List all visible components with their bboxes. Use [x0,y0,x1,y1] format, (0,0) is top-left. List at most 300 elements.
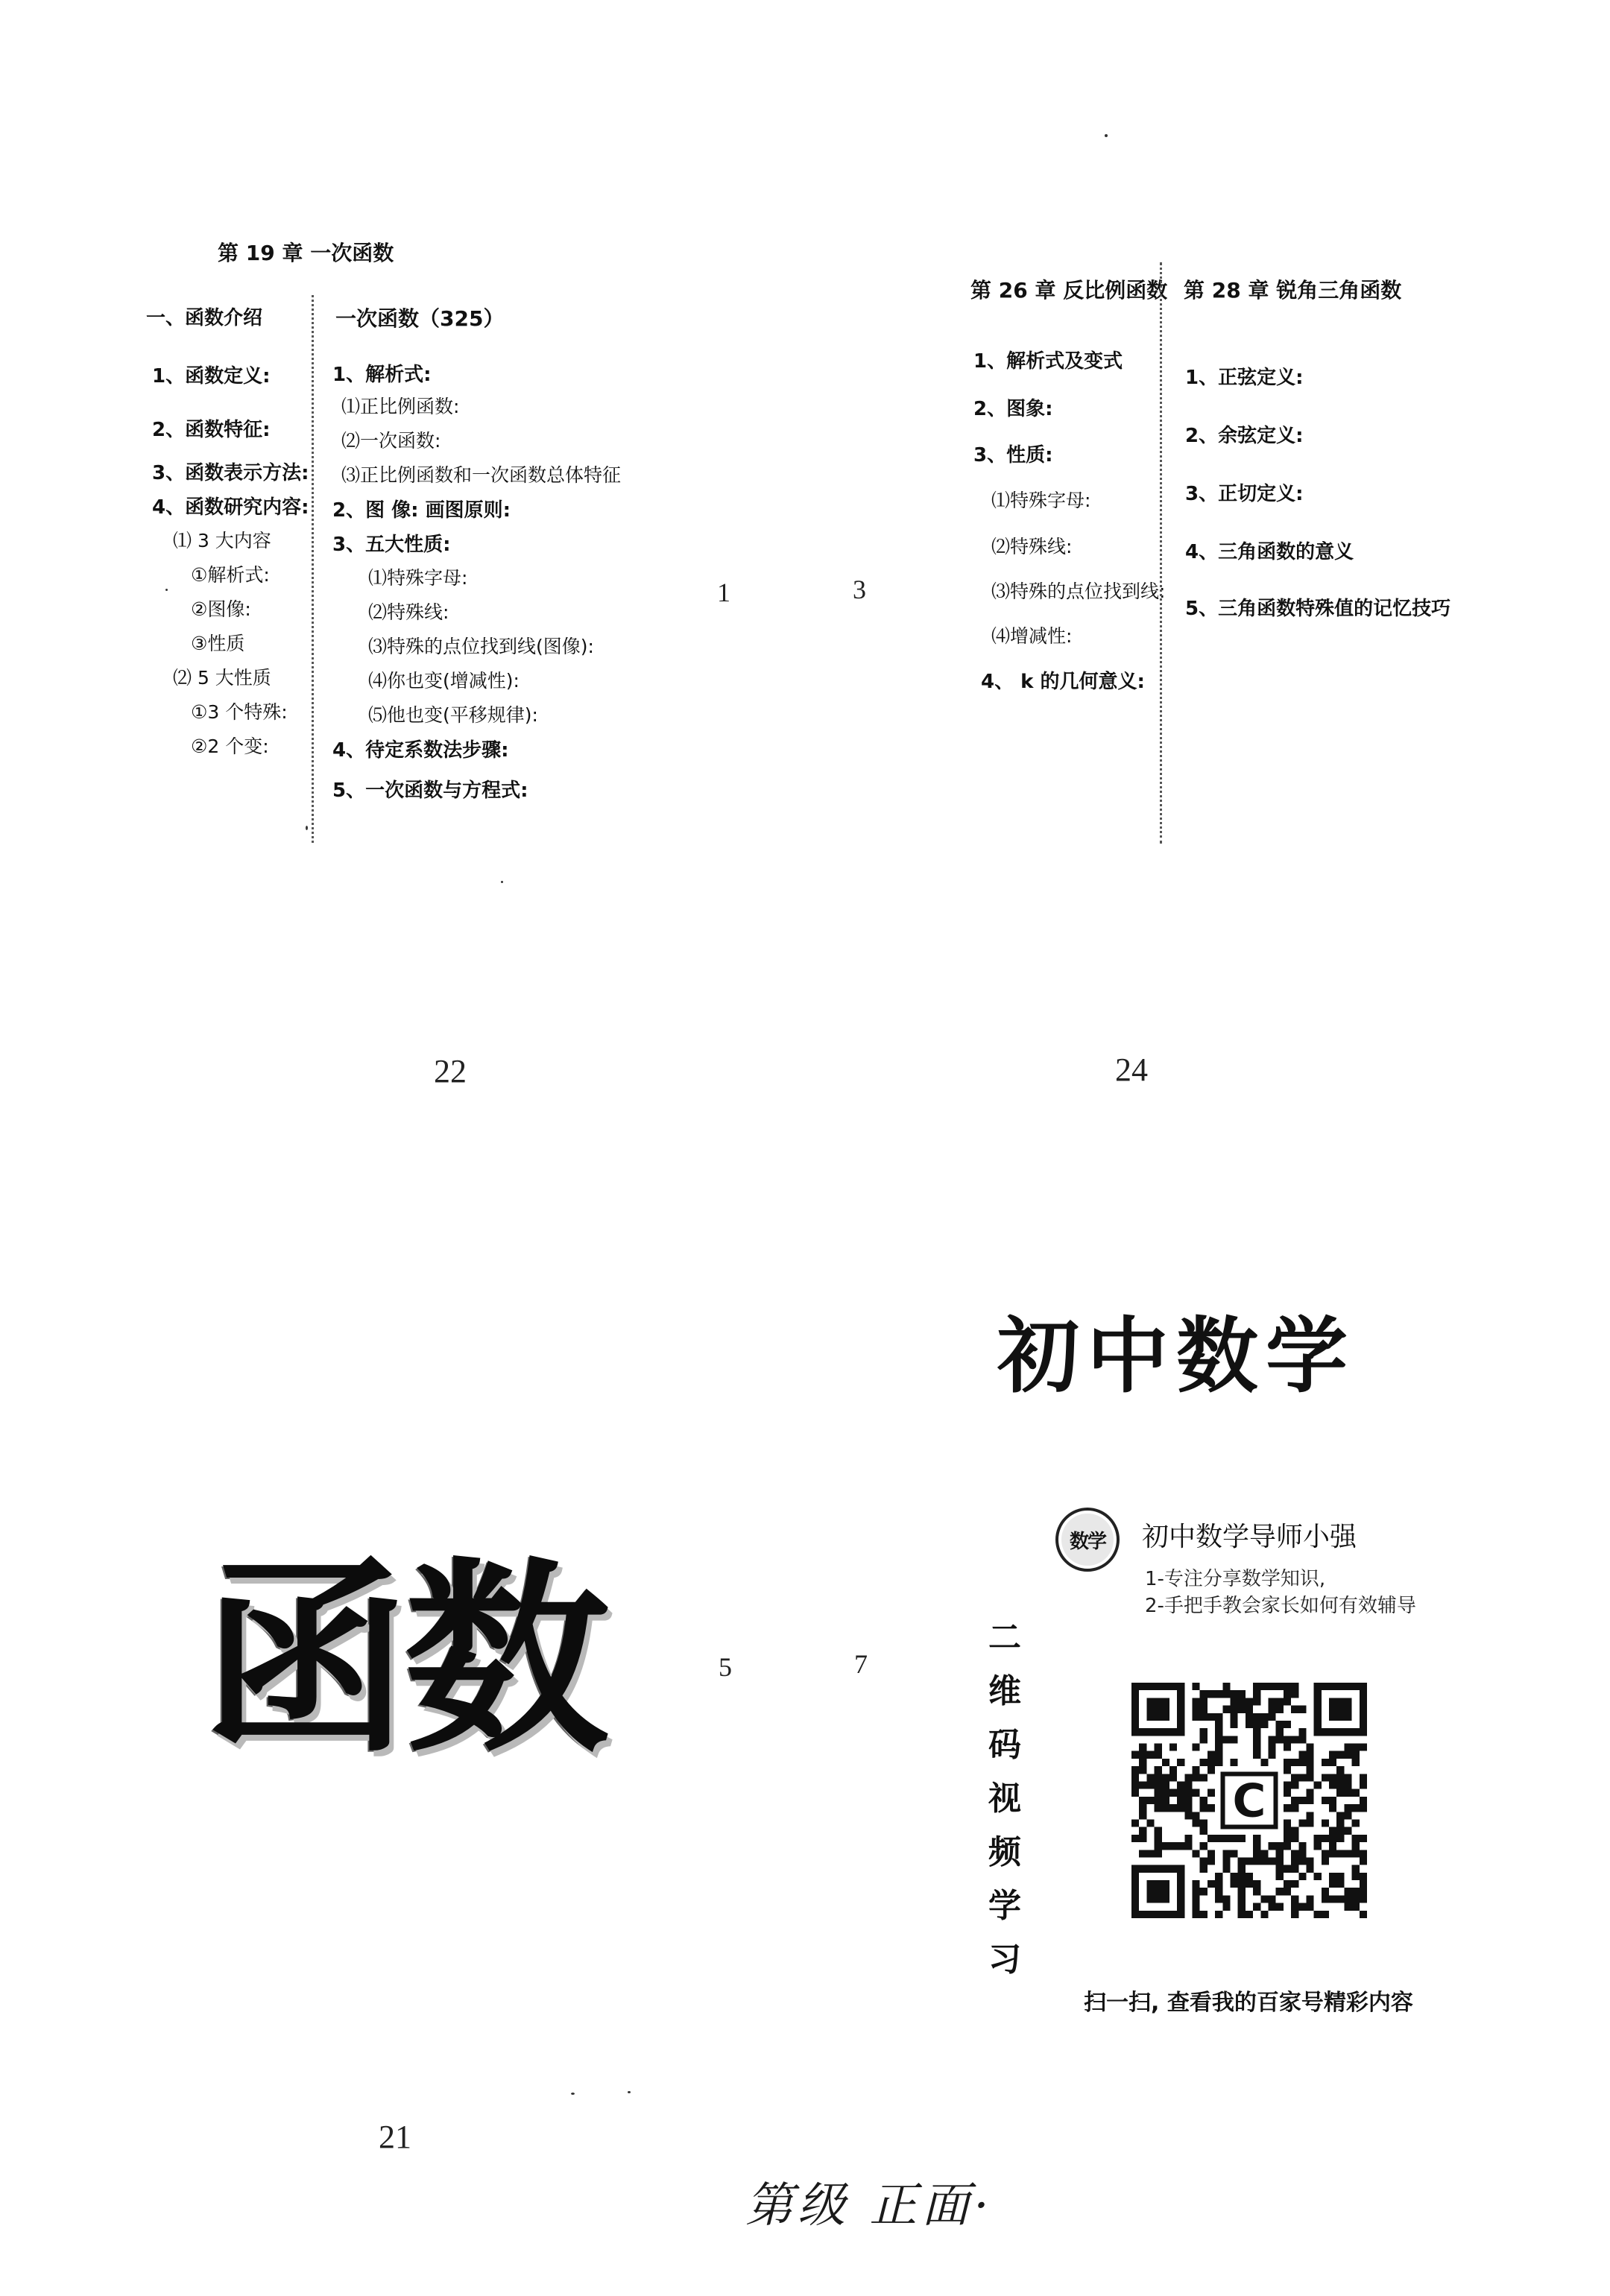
qr-module [1193,1850,1200,1857]
qr-module [1284,1835,1291,1842]
qr-module [1268,1842,1275,1850]
qr-module [1162,1842,1169,1850]
qr-module [1169,1766,1177,1774]
qr-module [1253,1683,1260,1690]
qr-module [1139,1812,1146,1819]
qr-module [1162,1774,1169,1781]
qr-module [1200,1690,1208,1698]
qr-module [1177,1782,1184,1789]
qr-module [1276,1888,1284,1895]
qr-module [1352,1895,1360,1903]
qr-module [1208,1880,1215,1888]
list-item: ②图像: [191,598,251,620]
qr-center-icon: C [1232,1774,1266,1828]
qr-module [1268,1895,1275,1903]
qr-module [1253,1728,1260,1736]
qr-module [1193,1744,1200,1751]
qr-module [1208,1751,1215,1759]
qr-module [1200,1797,1208,1804]
qr-module [1200,1911,1208,1918]
vertical-char: 视 [988,1780,1021,1818]
qr-module [1162,1759,1169,1766]
section-function-intro: 一、函数介绍 [146,307,263,329]
qr-module [1215,1744,1222,1751]
column-divider [1160,262,1162,844]
qr-module [1246,1873,1253,1880]
qr-module [1238,1888,1246,1895]
qr-module [1336,1873,1344,1880]
list-item: 4、三角函数的意义 [1185,541,1354,563]
qr-module [1276,1842,1284,1850]
qr-module [1177,1842,1184,1850]
qr-module [1336,1766,1344,1774]
qr-module [1352,1804,1360,1812]
qr-module [1222,1736,1230,1743]
list-item: ⑵特殊线: [368,601,449,623]
qr-module [1344,1850,1351,1857]
qr-module [1231,1873,1238,1880]
qr-module [1329,1880,1336,1888]
qr-module [1260,1895,1268,1903]
qr-module [1246,1911,1253,1918]
qr-module [1284,1827,1291,1835]
qr-module [1139,1766,1146,1774]
qr-module [1291,1690,1298,1698]
qr-module [1231,1690,1238,1698]
qr-module [1253,1903,1260,1911]
list-item: 2、图 像: 画图原则: [332,499,511,522]
page-number: 7 [854,1649,868,1679]
list-item: 2、图象: [973,398,1053,420]
qr-module [1253,1751,1260,1759]
qr-module [1352,1759,1360,1766]
qr-module [1291,1857,1298,1865]
qr-module [1268,1751,1275,1759]
qr-module [1298,1819,1306,1827]
qr-module [1222,1865,1230,1873]
account-desc-line: 1-专注分享数学知识, [1145,1568,1326,1590]
qr-module [1336,1895,1344,1903]
qr-module [1298,1751,1306,1759]
qr-module [1360,1880,1367,1888]
qr-module [1155,1744,1162,1751]
qr-module [1238,1895,1246,1903]
qr-module [1260,1857,1268,1865]
qr-module [1246,1706,1253,1713]
qr-module [1344,1804,1351,1812]
scan-speck [571,2093,575,2095]
qr-module [1208,1835,1215,1842]
qr-module [1146,1850,1154,1857]
qr-module [1291,1797,1298,1804]
qr-module [1284,1789,1291,1797]
qr-module [1238,1835,1246,1842]
qr-module [1208,1857,1215,1865]
qr-module [1215,1713,1222,1721]
qr-module [1268,1683,1275,1690]
qr-module [1169,1789,1177,1797]
qr-module [1352,1903,1360,1911]
qr-module [1322,1895,1329,1903]
qr-module [1246,1880,1253,1888]
handwritten-note: 第级 正面· [745,2178,994,2233]
qr-module [1169,1804,1177,1812]
vertical-char: 习 [988,1941,1021,1979]
qr-module [1193,1911,1200,1918]
list-item: ③性质 [191,633,245,654]
qr-module [1146,1751,1154,1759]
qr-module [1222,1903,1230,1911]
qr-module [1253,1888,1260,1895]
list-item: ⑶特殊的点位找到线(图像): [368,636,594,657]
qr-module [1314,1911,1322,1918]
list-item: 3、函数表示方法: [152,462,309,484]
list-item: ⑵一次函数: [341,430,441,452]
qr-module [1360,1895,1367,1903]
list-item: ⑷你也变(增减性): [368,670,520,692]
qr-module [1344,1827,1351,1835]
qr-module [1131,1766,1139,1774]
list-item: 2、函数特征: [152,419,271,441]
qr-module [1184,1842,1192,1850]
qr-module [1246,1698,1253,1705]
qr-module [1215,1911,1222,1918]
qr-module [1146,1819,1154,1827]
qr-module [1314,1835,1322,1842]
qr-module [1208,1713,1215,1721]
qr-module [1131,1751,1139,1759]
qr-module [1276,1698,1284,1705]
qr-module [1291,1827,1298,1835]
qr-module [1222,1690,1230,1698]
qr-module [1215,1728,1222,1736]
list-item: 4、 k 的几何意义: [981,671,1145,693]
qr-module [1193,1698,1200,1705]
qr-module [1162,1789,1169,1797]
list-item: 4、函数研究内容: [152,496,309,519]
qr-module [1352,1888,1360,1895]
qr-module [1231,1850,1238,1857]
qr-module [1352,1744,1360,1751]
qr-module [1306,1857,1313,1865]
qr-module [1336,1751,1344,1759]
qr-module [1291,1736,1298,1743]
qr-module [1184,1835,1192,1842]
list-item: 3、正切定义: [1185,483,1304,505]
qr-module [1268,1857,1275,1865]
qr-module [1200,1736,1208,1743]
scan-speck [306,826,308,830]
qr-module [1276,1721,1284,1728]
qr-module [1222,1850,1230,1857]
qr-module [1322,1888,1329,1895]
qr-module [1253,1721,1260,1728]
qr-module [1276,1857,1284,1865]
qr-module [1284,1804,1291,1812]
qr-module [1253,1744,1260,1751]
qr-module [1253,1880,1260,1888]
qr-module [1208,1789,1215,1797]
qr-module [1215,1759,1222,1766]
qr-module [1352,1873,1360,1880]
qr-caption: 扫一扫, 查看我的百家号精彩内容 [1084,1990,1413,2016]
qr-module [1146,1774,1154,1781]
qr-module [1193,1789,1200,1797]
qr-module [1344,1782,1351,1789]
qr-module [1139,1797,1146,1804]
qr-module [1131,1782,1139,1789]
qr-module [1344,1888,1351,1895]
qr-module [1329,1873,1336,1880]
qr-module [1329,1835,1336,1842]
qr-module [1344,1903,1351,1911]
qr-module [1155,1789,1162,1797]
qr-module [1162,1782,1169,1789]
qr-module [1360,1744,1367,1751]
qr-module [1360,1774,1367,1781]
qr-module [1352,1835,1360,1842]
qr-module [1298,1759,1306,1766]
qr-module [1284,1698,1291,1705]
qr-module [1222,1706,1230,1713]
qr-module [1200,1759,1208,1766]
qr-module [1306,1895,1313,1903]
qr-module [1360,1873,1367,1880]
qr-module [1246,1857,1253,1865]
qr-module [1284,1736,1291,1743]
qr-module [1169,1744,1177,1751]
qr-module [1329,1895,1336,1903]
qr-module [1291,1759,1298,1766]
scan-speck [1105,134,1108,137]
qr-module [1268,1744,1275,1751]
qr-module [1139,1759,1146,1766]
qr-module [1314,1842,1322,1850]
qr-module [1238,1857,1246,1865]
qr-module [1284,1744,1291,1751]
qr-module [1291,1774,1298,1781]
list-item: 5、三角函数特殊值的记忆技巧 [1185,598,1451,620]
qr-module [1306,1744,1313,1751]
vertical-char: 码 [988,1726,1021,1764]
qr-module [1200,1827,1208,1835]
qr-module [1253,1713,1260,1721]
qr-module [1268,1736,1275,1743]
qr-module [1222,1895,1230,1903]
qr-module [1215,1888,1222,1895]
qr-module [1238,1911,1246,1918]
vertical-char: 学 [988,1887,1021,1925]
qr-module [1200,1774,1208,1781]
qr-module [1200,1728,1208,1736]
qr-module [1238,1690,1246,1698]
qr-module [1215,1751,1222,1759]
list-item: 4、待定系数法步骤: [332,739,509,762]
qr-module [1298,1774,1306,1781]
qr-module [1329,1842,1336,1850]
qr-module [1298,1873,1306,1880]
qr-module [1155,1842,1162,1850]
qr-module [1215,1721,1222,1728]
qr-module [1298,1736,1306,1743]
page-number: 3 [853,575,866,604]
qr-module [1155,1850,1162,1857]
qr-module [1139,1751,1146,1759]
list-item: ①3 个特殊: [191,701,288,723]
qr-module [1238,1880,1246,1888]
qr-module [1231,1706,1238,1713]
qr-module [1200,1842,1208,1850]
qr-module [1155,1804,1162,1812]
qr-module [1146,1797,1154,1804]
list-item: ①解析式: [191,564,270,586]
qr-module [1352,1751,1360,1759]
qr-module [1155,1766,1162,1774]
qr-module [1352,1865,1360,1873]
qr-module [1193,1819,1200,1827]
qr-module [1344,1789,1351,1797]
big-title: 函数 [203,1539,605,1780]
qr-module [1329,1797,1336,1804]
qr-module [1306,1903,1313,1911]
qr-module [1260,1713,1268,1721]
qr-module [1298,1903,1306,1911]
qr-module [1238,1903,1246,1911]
qr-module [1306,1774,1313,1781]
account-logo [1055,1508,1120,1572]
qr-module [1352,1789,1360,1797]
qr-module [1336,1819,1344,1827]
qr-module [1306,1789,1313,1797]
vertical-char: 频 [988,1833,1021,1871]
qr-module [1260,1850,1268,1857]
qr-module [1329,1827,1336,1835]
qr-module [1193,1713,1200,1721]
qr-module [1322,1850,1329,1857]
qr-module [1344,1895,1351,1903]
qr-module [1155,1774,1162,1781]
qr-module [1177,1759,1184,1766]
qr-module [1322,1759,1329,1766]
qr-module [1238,1865,1246,1873]
qr-module [1200,1706,1208,1713]
qr-module [1298,1728,1306,1736]
qr-module [1360,1911,1367,1918]
qr-module [1352,1850,1360,1857]
qr-module [1291,1706,1298,1713]
list-item: ⑵ 5 大性质 [173,667,271,689]
scan-speck [165,589,168,591]
list-item: ⑴正比例函数: [341,396,460,417]
qr-module [1246,1721,1253,1728]
qr-module [1276,1850,1284,1857]
qr-module [1208,1804,1215,1812]
qr-module [1131,1774,1139,1781]
qr-module [1352,1819,1360,1827]
qr-module [1222,1857,1230,1865]
column-divider [312,295,314,843]
qr-module [1360,1835,1367,1842]
qr-module [1200,1865,1208,1873]
qr-module [1246,1713,1253,1721]
qr-module [1344,1744,1351,1751]
qr-module [1253,1835,1260,1842]
qr-module [1306,1812,1313,1819]
qr-module [1284,1888,1291,1895]
qr-module [1253,1736,1260,1743]
qr-module [1322,1819,1329,1827]
qr-module [1336,1880,1344,1888]
qr-module [1336,1850,1344,1857]
qr-module [1306,1865,1313,1873]
qr-module [1200,1857,1208,1865]
qr-module [1155,1835,1162,1842]
qr-module [1298,1857,1306,1865]
qr-code[interactable] [1131,1683,1367,1918]
qr-module [1177,1797,1184,1804]
qr-module [1231,1835,1238,1842]
qr-module [1284,1721,1291,1728]
page-number: 24 [1115,1051,1148,1088]
qr-module [1336,1835,1344,1842]
qr-module [1139,1744,1146,1751]
list-item: ⑴特殊字母: [991,490,1091,511]
list-item: ⑷增减性: [991,625,1073,647]
qr-module [1276,1728,1284,1736]
qr-module [1291,1835,1298,1842]
qr-module [1298,1850,1306,1857]
qr-module [1322,1835,1329,1842]
qr-module [1169,1774,1177,1781]
list-item: 1、解析式及变式 [973,350,1123,373]
qr-module [1193,1766,1200,1774]
list-item: ⑶特殊的点位找到线: [991,581,1166,602]
qr-module [1336,1782,1344,1789]
qr-module [1184,1789,1192,1797]
section-linear-function: 一次函数（325） [335,306,505,331]
qr-module [1306,1751,1313,1759]
logo-text: 数学 [1061,1514,1114,1566]
qr-module [1231,1880,1238,1888]
list-item: ⑴ 3 大内容 [173,530,271,551]
qr-module [1306,1797,1313,1804]
qr-module [1184,1774,1192,1781]
qr-module [1306,1759,1313,1766]
list-item: 1、函数定义: [152,365,271,388]
qr-module [1155,1782,1162,1789]
qr-module [1208,1850,1215,1857]
qr-module [1139,1782,1146,1789]
qr-module [1131,1819,1139,1827]
scan-speck [628,2091,631,2093]
qr-module [1291,1850,1298,1857]
qr-module [1162,1804,1169,1812]
qr-module [1155,1827,1162,1835]
qr-module [1184,1804,1192,1812]
qr-module [1260,1911,1268,1918]
list-item: ⑵特殊线: [991,536,1073,557]
qr-module [1329,1804,1336,1812]
list-item: 1、正弦定义: [1185,367,1304,389]
qr-module [1131,1789,1139,1797]
qr-module [1231,1698,1238,1705]
qr-module [1329,1774,1336,1781]
qr-module [1139,1850,1146,1857]
qr-module [1291,1895,1298,1903]
qr-module [1336,1789,1344,1797]
chapter-19-title: 第 19 章 一次函数 [218,241,394,265]
qr-module [1215,1690,1222,1698]
